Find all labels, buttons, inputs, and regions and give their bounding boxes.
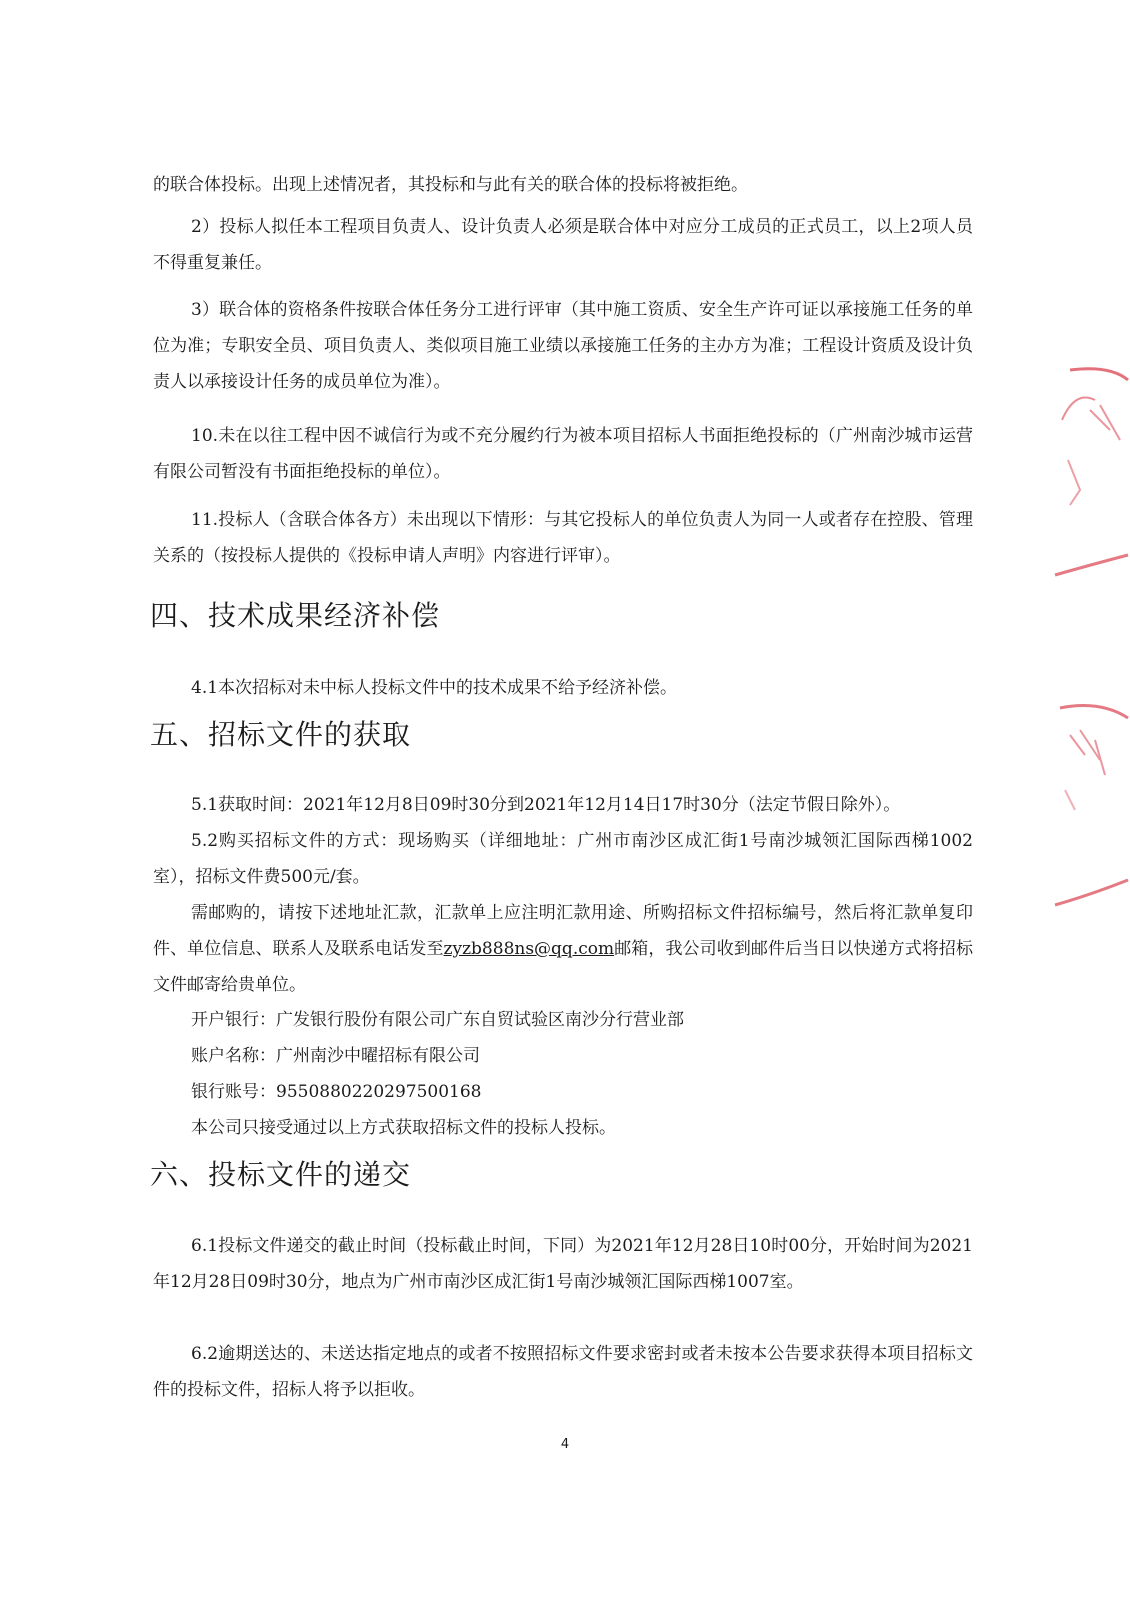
section-4-heading: 四、技术成果经济补偿 xyxy=(150,599,441,632)
paragraph-joint-bid-rejection: 的联合体投标。出现上述情况者，其投标和与此有关的联合体的投标将被拒绝。 xyxy=(153,175,748,195)
mail-order-text: 需邮购的，请按下述地址汇款，汇款单上应注明汇款用途、所购招标文件招标编号，然后将汇款单复印件、单位信息、联系人及联系电话发至 xyxy=(153,903,973,959)
section-6-heading: 六、投标文件的递交 xyxy=(150,1158,412,1191)
paragraph-item-10: 10.未在以往工程中因不诚信行为或不充分履约行为被本项目招标人书面拒绝投标的（广州南沙城市运营有限公司暂没有书面拒绝投标的单位）。 xyxy=(153,426,973,482)
account-number: 银行账号：9550880220297500168 xyxy=(191,1082,482,1102)
seal-stamp-bottom xyxy=(1050,700,1130,920)
paragraph-item-2: 2）投标人拟任本工程项目负责人、设计负责人必须是联合体中对应分工成员的正式员工，以上2项人员不得重复兼任。 xyxy=(153,217,973,273)
account-name: 账户名称：广州南沙中曜招标有限公司 xyxy=(191,1046,480,1066)
paragraph-5-1: 5.1获取时间：2021年12月8日09时30分到2021年12月14日17时30分（法定节假日除外）。 xyxy=(191,795,901,815)
mail-order-text-end: 邮箱，我公司收到邮件后当日以快递方式将招标文件邮寄给贵单位。 xyxy=(153,939,973,995)
email-link[interactable]: zyzb888ns@qq.com xyxy=(443,939,615,959)
section-5-heading: 五、招标文件的获取 xyxy=(150,718,412,751)
page-number: 4 xyxy=(560,1437,570,1452)
paragraph-mail-order xyxy=(153,895,973,1003)
paragraph-4-1: 4.1本次招标对未中标人投标文件中的技术成果不给予经济补偿。 xyxy=(191,678,678,698)
paragraph-item-3: 3）联合体的资格条件按联合体任务分工进行评审（其中施工资质、安全生产许可证以承接施工任务的单位为准；专职安全员、项目负责人、类似项目施工业绩以承接施工任务的主办方为准；工程设计资质及设计负责人以承接设计任务的成员单位为准）。 xyxy=(153,300,973,392)
seal-stamp-top xyxy=(1050,360,1130,590)
paragraph-6-1: 6.1投标文件递交的截止时间（投标截止时间，下同）为2021年12月28日10时00分，开始时间为2021年12月28日09时30分，地点为广州市南沙区成汇街1号南沙城领汇国际西梯1007室。 xyxy=(153,1236,973,1292)
paragraph-item-11: 11.投标人（含联合体各方）未出现以下情形：与其它投标人的单位负责人为同一人或者存在控股、管理关系的（按投标人提供的《投标申请人声明》内容进行评审）。 xyxy=(153,510,973,566)
bank-name: 开户银行：广发银行股份有限公司广东自贸试验区南沙分行营业部 xyxy=(191,1010,684,1030)
acceptance-note: 本公司只接受通过以上方式获取招标文件的投标人投标。 xyxy=(191,1118,616,1138)
paragraph-6-2: 6.2逾期送达的、未送达指定地点的或者不按照招标文件要求密封或者未按本公告要求获得本项目招标文件的投标文件，招标人将予以拒收。 xyxy=(153,1344,973,1400)
paragraph-5-2: 5.2购买招标文件的方式：现场购买（详细地址：广州市南沙区成汇街1号南沙城领汇国际西梯1002室），招标文件费500元/套。 xyxy=(153,831,973,887)
